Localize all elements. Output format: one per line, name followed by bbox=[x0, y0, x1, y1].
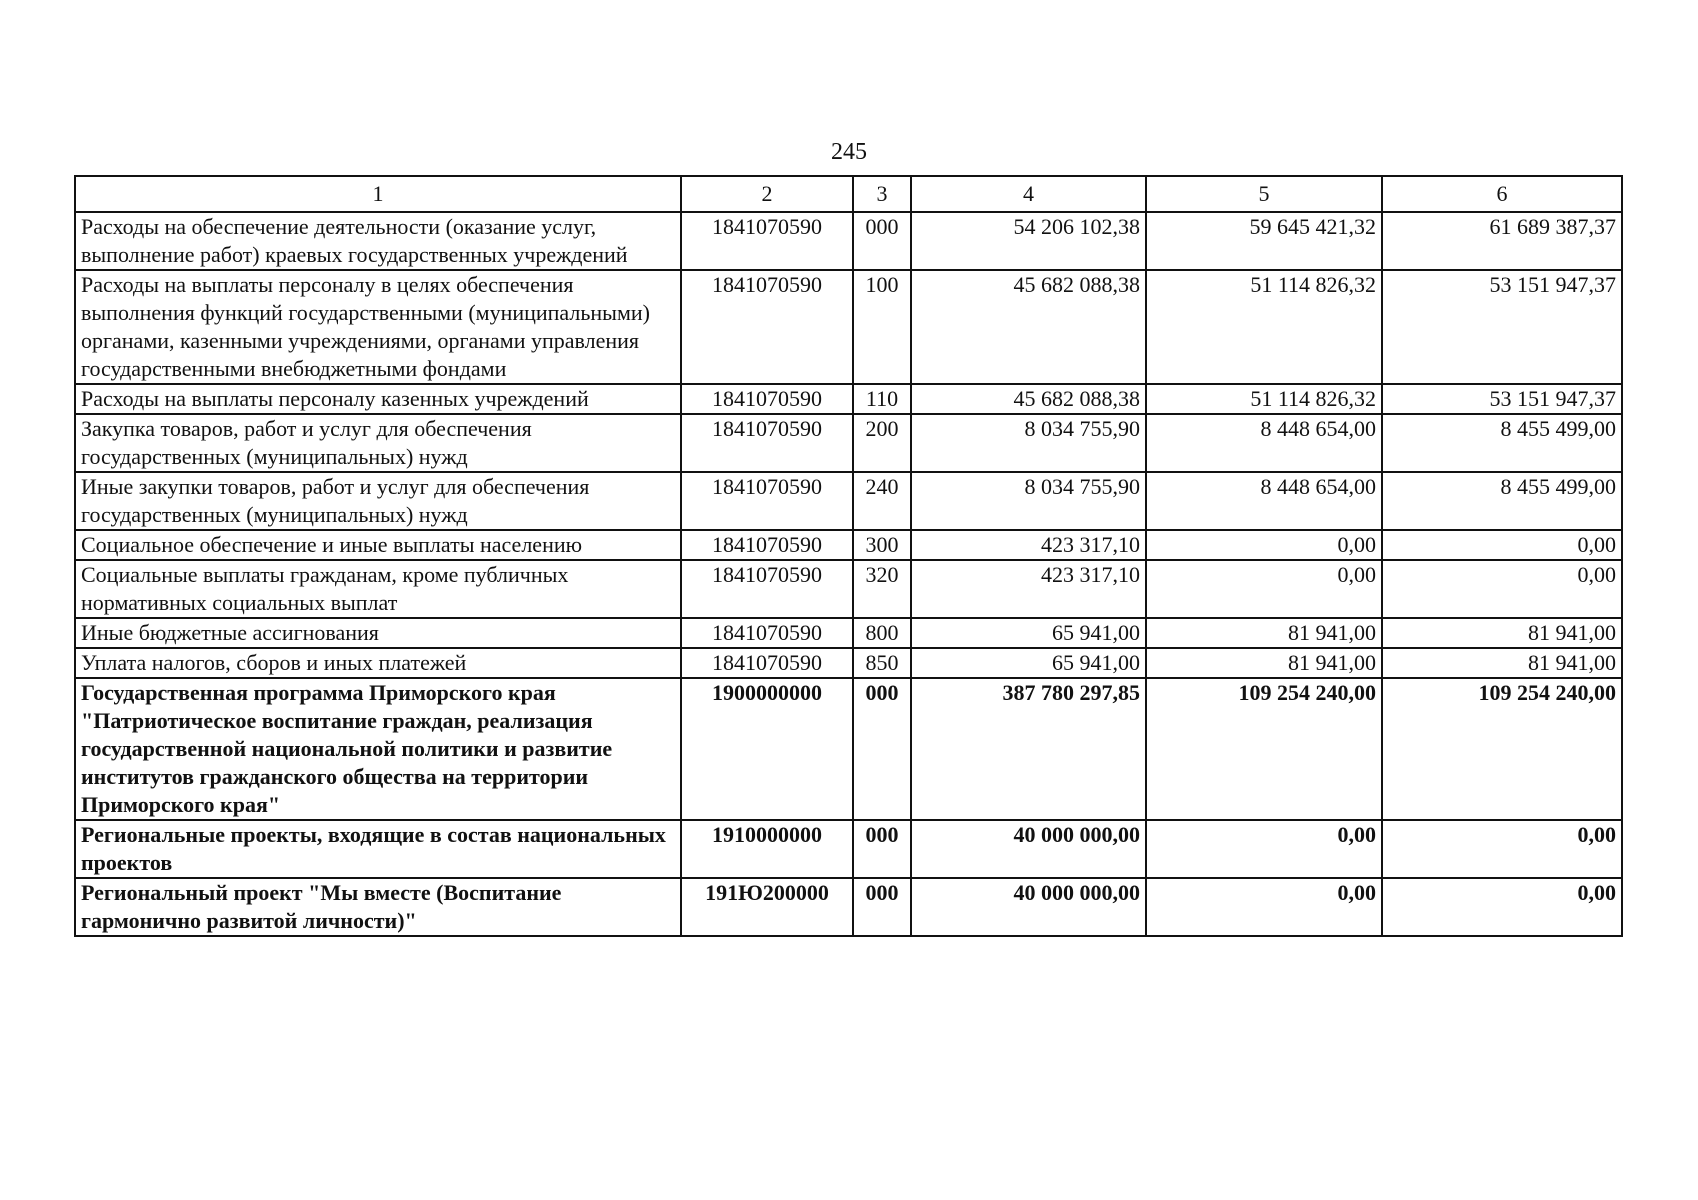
page-number: 245 bbox=[831, 139, 867, 165]
table-row bbox=[75, 878, 1622, 936]
table-row bbox=[75, 648, 1622, 678]
row-kind-cell: 000 bbox=[853, 878, 911, 936]
row-kind-cell: 800 bbox=[853, 618, 911, 648]
row-kind-cell: 300 bbox=[853, 530, 911, 560]
row-name-cell: Расходы на выплаты персоналу в целях обеспечения выполнения функций государственными (муниципальными) органами, казенными учреждениями, органами управления государственными внебюджетными фондами bbox=[75, 270, 681, 384]
row-value-col6-cell: 0,00 bbox=[1382, 878, 1622, 936]
row-code-cell: 1900000000 bbox=[681, 678, 853, 820]
row-value-col5-cell: 0,00 bbox=[1146, 820, 1382, 878]
row-kind-cell: 100 bbox=[853, 270, 911, 384]
row-code-cell: 191Ю200000 bbox=[681, 878, 853, 936]
row-value-col4-cell: 45 682 088,38 bbox=[911, 384, 1146, 414]
table-row bbox=[75, 472, 1622, 530]
row-value-col5-cell: 109 254 240,00 bbox=[1146, 678, 1382, 820]
row-value-col6-cell: 81 941,00 bbox=[1382, 648, 1622, 678]
row-value-col4-cell: 423 317,10 bbox=[911, 560, 1146, 618]
row-name-cell: Расходы на обеспечение деятельности (оказание услуг, выполнение работ) краевых государственных учреждений bbox=[75, 212, 681, 270]
row-value-col4-cell: 423 317,10 bbox=[911, 530, 1146, 560]
row-name-cell: Закупка товаров, работ и услуг для обеспечения государственных (муниципальных) нужд bbox=[75, 414, 681, 472]
row-value-col5-cell: 51 114 826,32 bbox=[1146, 384, 1382, 414]
row-name-cell: Социальные выплаты гражданам, кроме публичных нормативных социальных выплат bbox=[75, 560, 681, 618]
table-row bbox=[75, 820, 1622, 878]
table-row bbox=[75, 384, 1622, 414]
column-header-3: 3 bbox=[853, 176, 911, 212]
row-name-cell: Региональные проекты, входящие в состав национальных проектов bbox=[75, 820, 681, 878]
row-value-col4-cell: 45 682 088,38 bbox=[911, 270, 1146, 384]
table-header-row bbox=[75, 176, 1622, 212]
table-row bbox=[75, 414, 1622, 472]
row-value-col5-cell: 81 941,00 bbox=[1146, 618, 1382, 648]
row-value-col4-cell: 65 941,00 bbox=[911, 648, 1146, 678]
row-value-col4-cell: 387 780 297,85 bbox=[911, 678, 1146, 820]
row-code-cell: 1841070590 bbox=[681, 560, 853, 618]
row-value-col5-cell: 8 448 654,00 bbox=[1146, 414, 1382, 472]
row-value-col4-cell: 8 034 755,90 bbox=[911, 472, 1146, 530]
row-value-col6-cell: 0,00 bbox=[1382, 560, 1622, 618]
row-value-col6-cell: 81 941,00 bbox=[1382, 618, 1622, 648]
row-value-col5-cell: 59 645 421,32 bbox=[1146, 212, 1382, 270]
row-name-cell: Иные закупки товаров, работ и услуг для обеспечения государственных (муниципальных) нужд bbox=[75, 472, 681, 530]
row-code-cell: 1910000000 bbox=[681, 820, 853, 878]
row-kind-cell: 850 bbox=[853, 648, 911, 678]
row-kind-cell: 240 bbox=[853, 472, 911, 530]
row-name-cell: Иные бюджетные ассигнования bbox=[75, 618, 681, 648]
row-value-col6-cell: 61 689 387,37 bbox=[1382, 212, 1622, 270]
row-name-cell: Государственная программа Приморского края "Патриотическое воспитание граждан, реализация государственной национальной политики и развитие институтов гражданского общества на территории Приморского края" bbox=[75, 678, 681, 820]
row-value-col6-cell: 8 455 499,00 bbox=[1382, 472, 1622, 530]
row-value-col4-cell: 65 941,00 bbox=[911, 618, 1146, 648]
table-row bbox=[75, 212, 1622, 270]
row-kind-cell: 110 bbox=[853, 384, 911, 414]
table-row bbox=[75, 618, 1622, 648]
row-value-col5-cell: 0,00 bbox=[1146, 878, 1382, 936]
column-header-2: 2 bbox=[681, 176, 853, 212]
row-value-col4-cell: 40 000 000,00 bbox=[911, 820, 1146, 878]
row-value-col5-cell: 81 941,00 bbox=[1146, 648, 1382, 678]
row-value-col4-cell: 40 000 000,00 bbox=[911, 878, 1146, 936]
row-code-cell: 1841070590 bbox=[681, 384, 853, 414]
row-name-cell: Уплата налогов, сборов и иных платежей bbox=[75, 648, 681, 678]
row-code-cell: 1841070590 bbox=[681, 618, 853, 648]
row-kind-cell: 320 bbox=[853, 560, 911, 618]
row-value-col5-cell: 51 114 826,32 bbox=[1146, 270, 1382, 384]
row-name-cell: Социальное обеспечение и иные выплаты населению bbox=[75, 530, 681, 560]
column-header-1: 1 bbox=[75, 176, 681, 212]
row-value-col5-cell: 0,00 bbox=[1146, 560, 1382, 618]
row-value-col5-cell: 8 448 654,00 bbox=[1146, 472, 1382, 530]
row-value-col6-cell: 53 151 947,37 bbox=[1382, 384, 1622, 414]
table-row bbox=[75, 270, 1622, 384]
row-value-col6-cell: 0,00 bbox=[1382, 530, 1622, 560]
row-code-cell: 1841070590 bbox=[681, 270, 853, 384]
row-kind-cell: 000 bbox=[853, 820, 911, 878]
column-header-6: 6 bbox=[1382, 176, 1622, 212]
row-value-col6-cell: 0,00 bbox=[1382, 820, 1622, 878]
row-value-col6-cell: 53 151 947,37 bbox=[1382, 270, 1622, 384]
column-header-4: 4 bbox=[911, 176, 1146, 212]
row-code-cell: 1841070590 bbox=[681, 472, 853, 530]
row-code-cell: 1841070590 bbox=[681, 212, 853, 270]
row-value-col4-cell: 8 034 755,90 bbox=[911, 414, 1146, 472]
row-name-cell: Расходы на выплаты персоналу казенных учреждений bbox=[75, 384, 681, 414]
row-code-cell: 1841070590 bbox=[681, 530, 853, 560]
table-row bbox=[75, 560, 1622, 618]
row-code-cell: 1841070590 bbox=[681, 414, 853, 472]
row-kind-cell: 000 bbox=[853, 678, 911, 820]
row-kind-cell: 200 bbox=[853, 414, 911, 472]
table-row bbox=[75, 678, 1622, 820]
row-value-col6-cell: 109 254 240,00 bbox=[1382, 678, 1622, 820]
row-kind-cell: 000 bbox=[853, 212, 911, 270]
row-value-col6-cell: 8 455 499,00 bbox=[1382, 414, 1622, 472]
row-code-cell: 1841070590 bbox=[681, 648, 853, 678]
column-header-5: 5 bbox=[1146, 176, 1382, 212]
row-name-cell: Региональный проект "Мы вместе (Воспитание гармонично развитой личности)" bbox=[75, 878, 681, 936]
row-value-col5-cell: 0,00 bbox=[1146, 530, 1382, 560]
budget-table bbox=[74, 175, 1623, 937]
row-value-col4-cell: 54 206 102,38 bbox=[911, 212, 1146, 270]
table-row bbox=[75, 530, 1622, 560]
